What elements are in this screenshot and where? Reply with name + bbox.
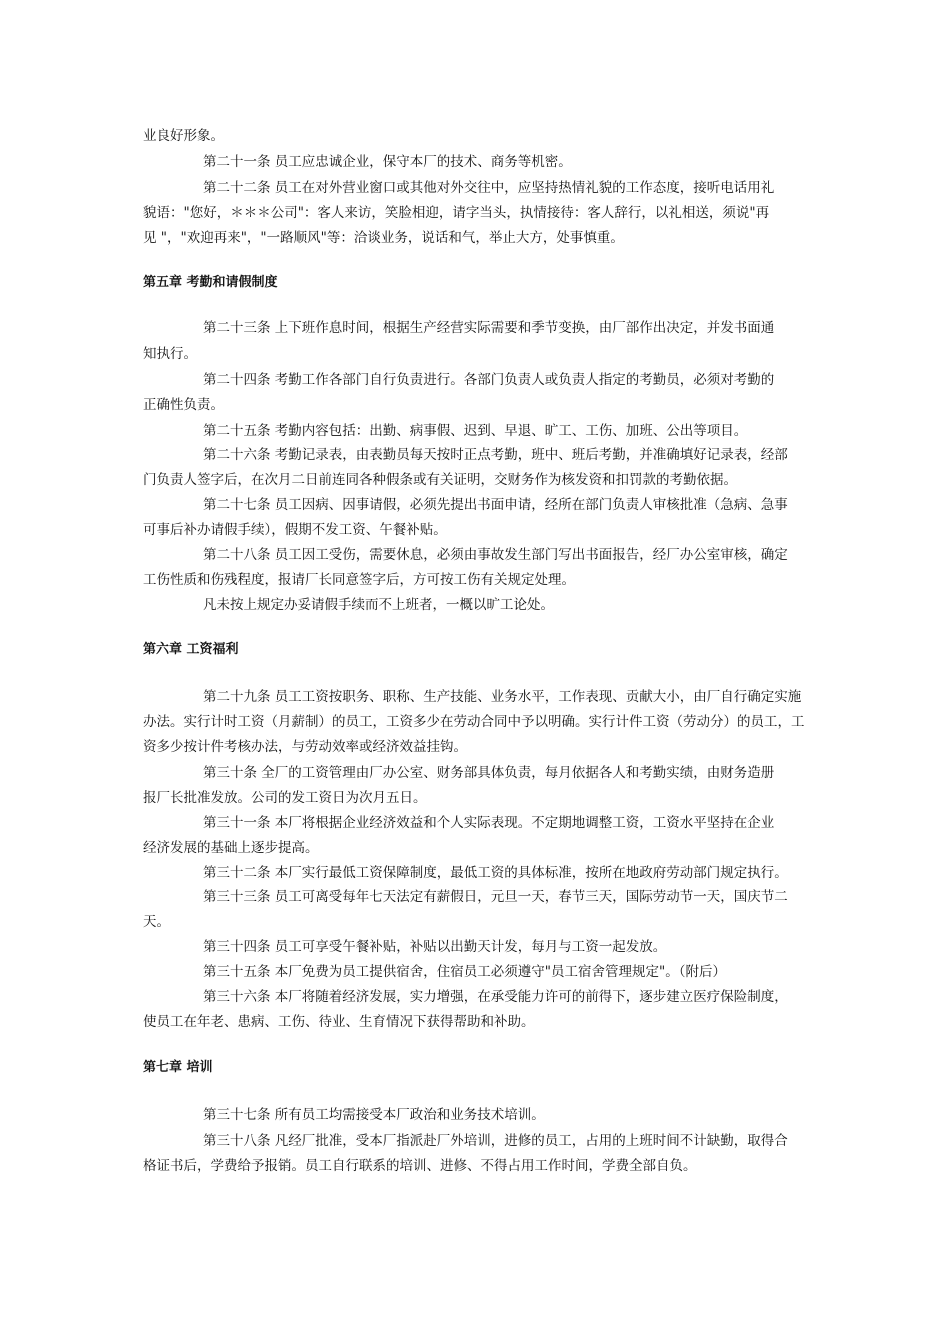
text-line: 报厂长批准发放。公司的发工资日为次月五日。 xyxy=(143,790,427,806)
text-line: 门负责人签字后，在次月二日前连同各种假条或有关证明，交财务作为核发资和扣罚款的考勤依据。 xyxy=(143,472,737,488)
article-27: 第二十七条 员工因病、因事请假，必须先提出书面申请，经所在部门负责人审核批准（急病、急事 xyxy=(203,497,788,513)
article-32: 第三十二条 本厂实行最低工资保障制度，最低工资的具体标准，按所在地政府劳动部门规定执行。 xyxy=(203,865,788,881)
text-line: 知执行。 xyxy=(143,346,197,362)
article-25: 第二十五条 考勤内容包括：出勤、病事假、迟到、早退、旷工、工伤、加班、公出等项目。 xyxy=(203,423,748,439)
article-30: 第三十条 全厂的工资管理由厂办公室、财务部具体负责，每月依据各人和考勤实绩，由财务造册 xyxy=(203,765,775,781)
article-35: 第三十五条 本厂免费为员工提供宿舍，住宿员工必须遵守"员工宿舍管理规定"。（附后） xyxy=(203,964,726,980)
text-line: 工伤性质和伤残程度，报请厂长同意签字后，方可按工伤有关规定处理。 xyxy=(143,572,575,588)
article-22: 第二十二条 员工在对外营业窗口或其他对外交往中，应坚持热情礼貌的工作态度，接听电话用礼 xyxy=(203,180,775,196)
text-line: 凡未按上规定办妥请假手续而不上班者，一概以旷工论处。 xyxy=(203,597,554,613)
text-line: 天。 xyxy=(143,914,170,930)
chapter-7-heading: 第七章 培训 xyxy=(143,1060,213,1075)
article-26: 第二十六条 考勤记录表，由表勤员每天按时正点考勤，班中、班后考勤，并准确填好记录表，经部 xyxy=(203,447,788,463)
article-21: 第二十一条 员工应忠诚企业，保守本厂的技术、商务等机密。 xyxy=(203,154,572,170)
chapter-6-heading: 第六章 工资福利 xyxy=(143,642,239,657)
article-24: 第二十四条 考勤工作各部门自行负责进行。各部门负责人或负责人指定的考勤员，必须对考勤的 xyxy=(203,372,775,388)
text-line: 业良好形象。 xyxy=(143,128,224,144)
article-31: 第三十一条 本厂将根据企业经济效益和个人实际表现。不定期地调整工资，工资水平坚持在企业 xyxy=(203,815,775,831)
article-29: 第二十九条 员工工资按职务、职称、生产技能、业务水平，工作表现、贡献大小，由厂自行确定实施 xyxy=(203,689,802,705)
article-28: 第二十八条 员工因工受伤，需要休息，必须由事故发生部门写出书面报告，经厂办公室审核，确定 xyxy=(203,547,788,563)
text-line: 使员工在年老、患病、工伤、待业、生育情况下获得帮助和补助。 xyxy=(143,1014,535,1030)
article-36: 第三十六条 本厂将随着经济发展，实力增强，在承受能力许可的前得下，逐步建立医疗保险制度， xyxy=(203,989,788,1005)
article-33: 第三十三条 员工可离受每年七天法定有薪假日，元旦一天，春节三天，国际劳动节一天，国庆节二 xyxy=(203,889,788,905)
text-line: 貌语："您好，＊＊＊公司"：客人来访，笑脸相迎，请字当头，执情接待：客人辞行，以礼相送，须说"再 xyxy=(143,205,770,221)
article-34: 第三十四条 员工可享受午餐补贴，补贴以出勤天计发，每月与工资一起发放。 xyxy=(203,939,667,955)
text-line: 办法。实行计时工资（月薪制）的员工，工资多少在劳动合同中予以明确。实行计件工资（劳动分）的员工，工 xyxy=(143,714,805,730)
article-23: 第二十三条 上下班作息时间，根据生产经营实际需要和季节变换，由厂部作出决定，并发书面通 xyxy=(203,320,775,336)
text-line: 可事后补办请假手续），假期不发工资、午餐补贴。 xyxy=(143,522,447,538)
article-38: 第三十八条 凡经厂批准，受本厂指派赴厂外培训，进修的员工，占用的上班时间不计缺勤，取得合 xyxy=(203,1133,788,1149)
text-line: 见 "，"欢迎再来"，"一路顺风"等：洽谈业务，说话和气，举止大方，处事慎重。 xyxy=(143,230,624,246)
text-line: 格证书后，学费给予报销。员工自行联系的培训、进修、不得占用工作时间，学费全部自负。 xyxy=(143,1158,697,1174)
text-line: 资多少按计件考核办法，与劳动效率或经济效益挂钩。 xyxy=(143,739,467,755)
article-37: 第三十七条 所有员工均需接受本厂政治和业务技术培训。 xyxy=(203,1107,545,1123)
text-line: 经济发展的基础上逐步提高。 xyxy=(143,840,319,856)
chapter-5-heading: 第五章 考勤和请假制度 xyxy=(143,275,278,290)
text-line: 正确性负责。 xyxy=(143,397,224,413)
